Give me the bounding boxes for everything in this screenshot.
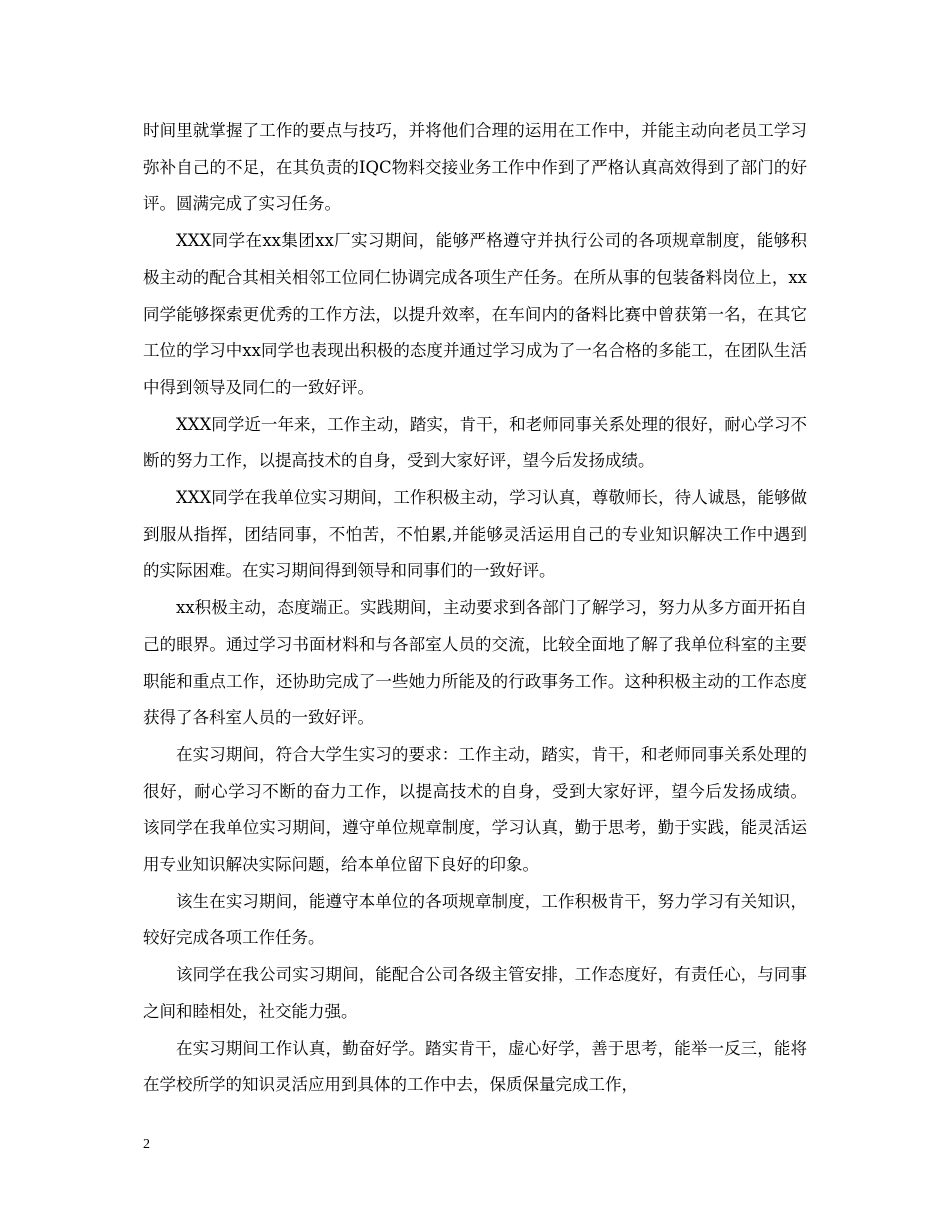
paragraph-continuation: 时间里就掌握了工作的要点与技巧，并将他们合理的运用在工作中，并能主动向老员工学习弥补自己的不足，在其负责的IQC物料交接业务工作中作到了严格认真高效得到了部门的好评。圆满完成了实习任务。	[143, 121, 807, 214]
paragraph: xx积极主动，态度端正。实践期间，主动要求到各部门了解学习，努力从多方面开拓自己的眼界。通过学习书面材料和与各部室人员的交流，比较全面地了解了我单位科室的主要职能和重点工作，还协助完成了一些她力所能及的行政事务工作。这种积极主动的工作态度获得了各科室人员的一致好评。	[143, 598, 807, 728]
paragraph: XXX同学在xx集团xx厂实习期间，能够严格遵守并执行公司的各项规章制度，能够积极主动的配合其相关相邻工位同仁协调完成各项生产任务。在所从事的包装备料岗位上，xx同学能够探索更优秀的工作方法，以提升效率，在车间内的备料比赛中曾获第一名，在其它工位的学习中xx同学也表现出积极的态度并通过学习成为了一名合格的多能工，在团队生活中得到领导及同仁的一致好评。	[143, 231, 807, 397]
paragraph: 该同学在我公司实习期间，能配合公司各级主管安排，工作态度好，有责任心，与同事之间和睦相处，社交能力强。	[143, 965, 807, 1021]
page-number: 2	[143, 1137, 150, 1152]
paragraph: XXX同学近一年来，工作主动，踏实，肯干，和老师同事关系处理的很好，耐心学习不断的努力工作，以提高技术的自身，受到大家好评，望今后发扬成绩。	[143, 414, 807, 471]
document-body	[143, 113, 807, 1104]
paragraph: XXX同学在我单位实习期间，工作积极主动，学习认真，尊敬师长，待人诚恳，能够做到服从指挥，团结同事，不怕苦，不怕累,并能够灵活运用自己的专业知识解决工作中遇到的实际困难。在实习期间得到领导和同事们的一致好评。	[143, 488, 807, 581]
paragraph: 在实习期间，符合大学生实习的要求：工作主动，踏实，肯干，和老师同事关系处理的很好，耐心学习不断的奋力工作，以提高技术的自身，受到大家好评，望今后发扬成绩。 该同学在我单位实习期间，遵守单位规章制度，学习认真，勤于思考，勤于实践，能灵活运用专业知识解决实际问题，给本单位留下良好的印象。	[143, 744, 807, 875]
paragraph: 在实习期间工作认真，勤奋好学。踏实肯干，虚心好学，善于思考，能举一反三，能将在学校所学的知识灵活应用到具体的工作中去，保质保量完成工作，	[143, 1038, 807, 1095]
paragraph: 该生在实习期间，能遵守本单位的各项规章制度，工作积极肯干，努力学习有关知识，较好完成各项工作任务。	[143, 891, 807, 948]
